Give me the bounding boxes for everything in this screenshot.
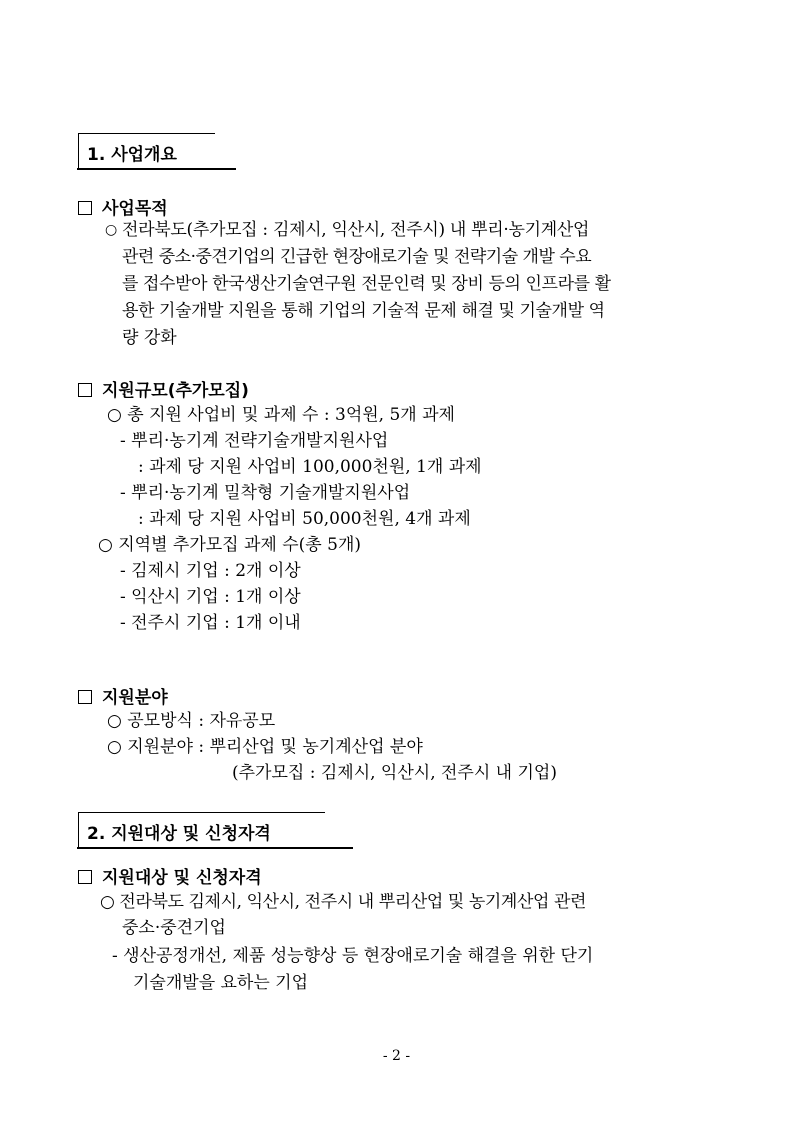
eligibility-line-4: 기술개발을 요하는 기업 (133, 973, 309, 993)
purpose-line-5: 량 강화 (122, 328, 177, 348)
field-line-1: ○ 공모방식 : 자유공모 (107, 711, 276, 731)
scale-line-3: : 과제 당 지원 사업비 100,000천원, 1개 과제 (138, 457, 482, 477)
eligibility-line-3: - 생산공정개선, 제품 성능향상 등 현장애로기술 해결을 위한 단기 (112, 946, 594, 966)
eligibility-line-2: 중소·중견기업 (122, 918, 226, 938)
purpose-line-3: 를 접수받아 한국생산기술연구원 전문인력 및 장비 등의 인프라를 활 (122, 274, 611, 294)
section-2-heading (78, 812, 271, 847)
purpose-line-2: 관련 중소·중견기업의 긴급한 현장애로기술 및 전략기술 개발 수요 (122, 247, 592, 267)
section-1-title: 1. 사업개요 (87, 145, 177, 165)
purpose-bullet: ○ (105, 222, 118, 238)
scale-line-4: - 뿌리·농기계 밀착형 기술개발지원사업 (120, 483, 411, 503)
scale-line-1: ○ 총 지원 사업비 및 과제 수 : 3억원, 5개 과제 (107, 405, 455, 425)
scale-line-9: - 전주시 기업 : 1개 이내 (120, 613, 301, 633)
field-heading (78, 683, 168, 708)
purpose-line-1: 전라북도(추가모집 : 김제시, 익산시, 전주시) 내 뿌리·농기계산업 (122, 220, 590, 240)
scale-line-6: ○ 지역별 추가모집 과제 수(총 5개) (98, 535, 361, 555)
purpose-line-4: 용한 기술개발 지원을 통해 기업의 기술적 문제 해결 및 기술개발 역 (122, 301, 605, 321)
eligibility-heading (78, 863, 262, 888)
scale-heading (78, 376, 249, 401)
checkbox-icon (78, 201, 92, 215)
scale-line-5: : 과제 당 지원 사업비 50,000천원, 4개 과제 (138, 509, 471, 529)
checkbox-icon (78, 383, 92, 397)
scale-line-8: - 익산시 기업 : 1개 이상 (120, 587, 301, 607)
purpose-heading (78, 194, 168, 219)
scale-line-2: - 뿌리·농기계 전략기술개발지원사업 (120, 431, 389, 451)
checkbox-icon (78, 690, 92, 704)
eligibility-heading-label: 지원대상 및 신청자격 (102, 868, 262, 888)
field-heading-label: 지원분야 (102, 688, 168, 708)
page-number: - 2 - (382, 1048, 411, 1064)
field-line-2: ○ 지원분야 : 뿌리산업 및 농기계산업 분야 (107, 737, 423, 757)
checkbox-icon (78, 870, 92, 884)
purpose-heading-label: 사업목적 (102, 199, 168, 219)
field-line-3: (추가모집 : 김제시, 익산시, 전주시 내 기업) (232, 763, 557, 783)
section-1-heading (78, 133, 215, 168)
scale-line-7: - 김제시 기업 : 2개 이상 (120, 561, 301, 581)
scale-heading-label: 지원규모(추가모집) (102, 381, 249, 401)
eligibility-line-1: ○ 전라북도 김제시, 익산시, 전주시 내 뿌리산업 및 농기계산업 관련 (100, 892, 587, 912)
section-2-title: 2. 지원대상 및 신청자격 (87, 824, 271, 844)
